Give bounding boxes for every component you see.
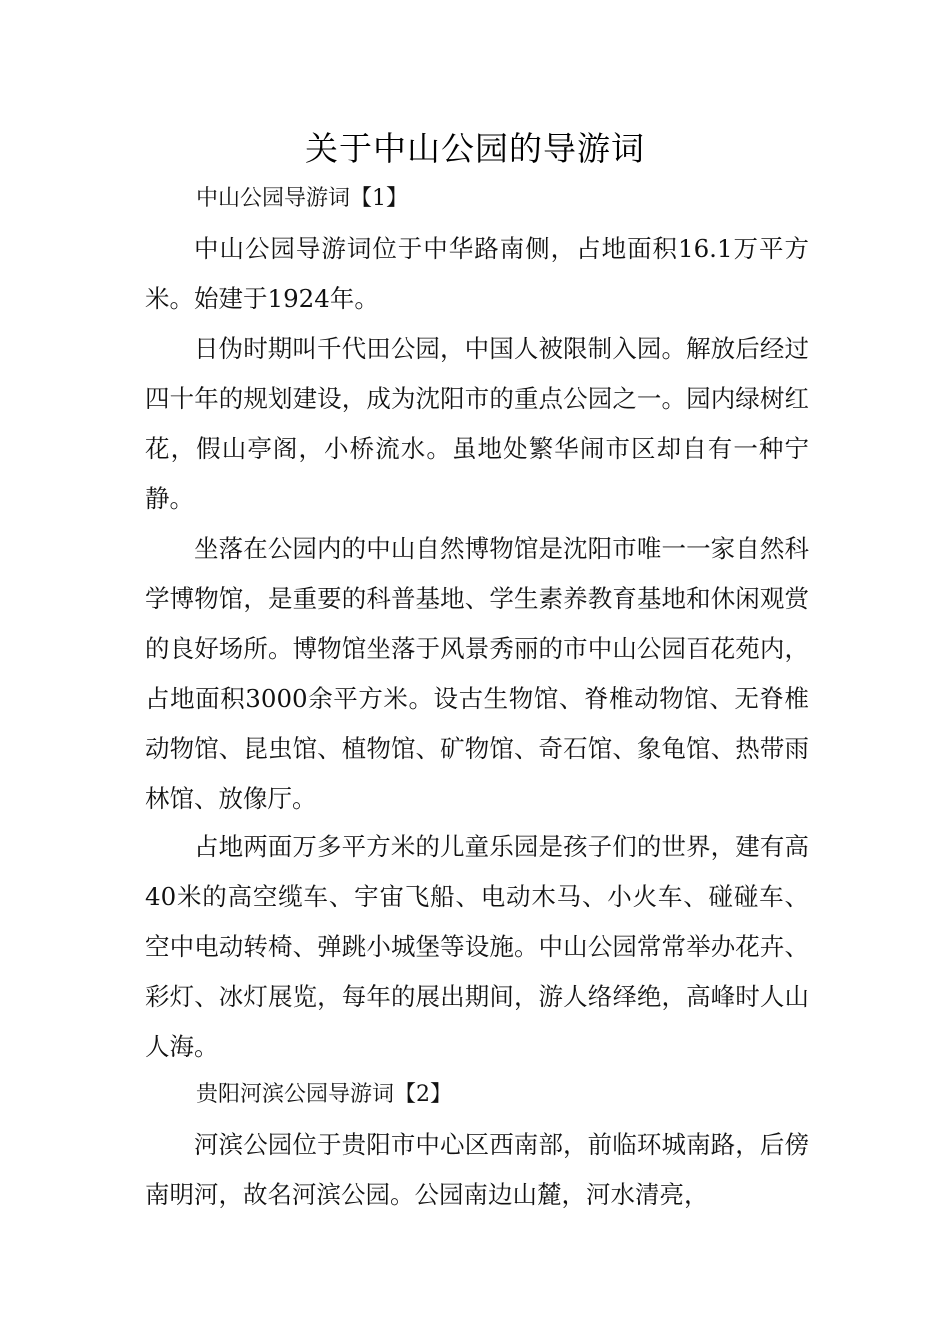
section-heading-1: 中山公园导游词【1】 (196, 186, 408, 211)
document-title: 关于中山公园的导游词 (305, 129, 645, 168)
paragraph-3: 坐落在公园内的中山自然博物馆是沈阳市唯一一家自然科学博物馆，是重要的科普基地、学生素养教育基地和休闲观赏的良好场所。博物馆坐落于风景秀丽的市中山公园百花苑内，占地面积3000余平方米。设古生物馆、脊椎动物馆、无脊椎动物馆、昆虫馆、植物馆、矿物馆、奇石馆、象龟馆、热带雨林馆、放像厅。 (145, 534, 809, 813)
paragraph-4: 占地两面万多平方米的儿童乐园是孩子们的世界，建有高40米的高空缆车、宇宙飞船、电动木马、小火车、碰碰车、空中电动转椅、弹跳小城堡等设施。中山公园常常举办花卉、彩灯、冰灯展览，每年的展出期间，游人络绎绝，高峰时人山人海。 (145, 832, 809, 1061)
section-heading-2: 贵阳河滨公园导游词【2】 (196, 1082, 452, 1107)
paragraph-1: 中山公园导游词位于中华路南侧，占地面积16.1万平方米。始建于1924年。 (145, 234, 809, 313)
paragraph-5: 河滨公园位于贵阳市中心区西南部，前临环城南路，后傍南明河，故名河滨公园。公园南边山麓，河水清亮， (145, 1130, 809, 1209)
paragraph-2: 日伪时期叫千代田公园，中国人被限制入园。解放后经过四十年的规划建设，成为沈阳市的重点公园之一。园内绿树红花，假山亭阁，小桥流水。虽地处繁华闹市区却自有一种宁静。 (145, 334, 809, 513)
